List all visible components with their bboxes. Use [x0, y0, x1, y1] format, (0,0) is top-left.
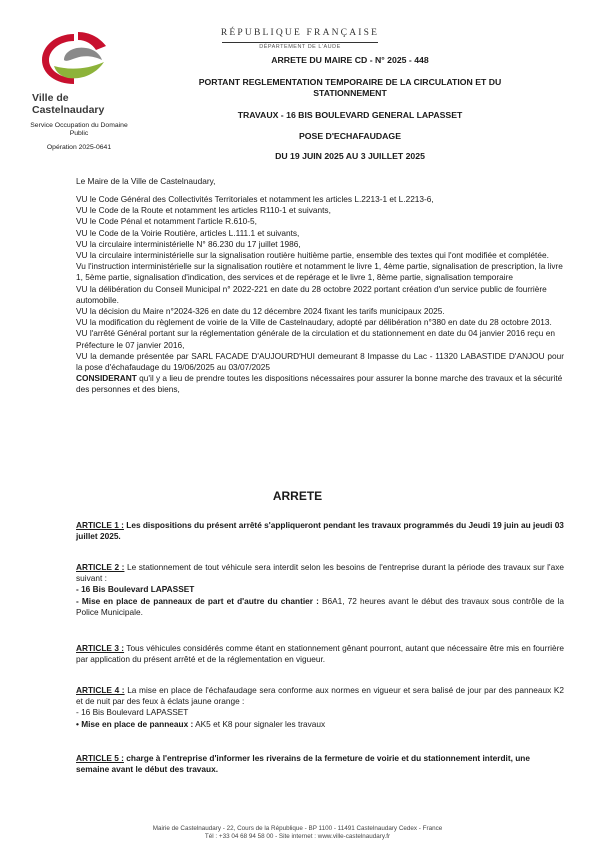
- footer: [0, 825, 595, 841]
- footer-contact: Tél : +33 04 68 94 58 00 - Site internet : www.ville-castelnaudary.fr: [204, 833, 391, 840]
- article-4-label: ARTICLE 4 :: [76, 685, 125, 695]
- article-1: [76, 520, 564, 542]
- departement-label: DÉPARTEMENT DE L'AUDE: [259, 44, 341, 50]
- article-3-text: Tous véhicules considérés comme étant en stationnement gênant pourront, autant que nécessaire être mis en fourrière par application du présent arrêté et de la réglementation en vigueur.: [76, 643, 564, 665]
- vu-item: VU la délibération du Conseil Municipal n° 2022-221 en date du 28 octobre 2022 portant création d'un service public de fourrière automobile.: [76, 283, 547, 305]
- article-2-text: Le stationnement de tout véhicule sera interdit selon les besoins de l'entreprise durant la période des travaux sur l'axe suivant :: [76, 562, 564, 584]
- footer-address: Mairie de Castelnaudary - 22, Cours de la République - BP 1100 - 11491 Castelnaudary Cedex - France: [152, 825, 443, 832]
- vu-item: Vu l'instruction interministérielle sur la signalisation routière et notamment le livre 1, 4ème partie, signalisation de prescription, la livre 1, 5ème partie, signalisation d'indication, des services et de repérage et le livre 1, 8ème partie, signalisation temporaire: [76, 261, 563, 283]
- operation-number: Opération 2025-0641: [46, 144, 112, 151]
- arrete-number: ARRETE DU MAIRE CD - N° 2025 - 448: [271, 55, 429, 65]
- article-3: [76, 643, 564, 665]
- article-4-axis: - 16 Bis Boulevard LAPASSET: [76, 707, 189, 718]
- republique-francaise: RÉPUBLIQUE FRANÇAISE: [220, 28, 380, 38]
- article-1-label: ARTICLE 1 :: [76, 520, 124, 530]
- vu-item: VU l'arrêté Général portant sur la réglementation générale de la circulation et du stationnement en date du 04 janvier 2016 reçu en Préfecture le 07 janvier 2016,: [76, 328, 555, 350]
- considerant-text: qu'il y a lieu de prendre toutes les dispositions nécessaires pour assurer la bonne marche des travaux et la sécurité des personnes et des biens,: [76, 373, 563, 395]
- article-2-panels-text: B6A1, 72 heures avant le début des travaux sous contrôle de la Police Municipale.: [76, 595, 564, 617]
- vu-item: VU le Code Pénal et notamment l'article R.610-5,: [76, 216, 257, 227]
- vu-item: VU la demande présentée par SARL FACADE D'AUJOURD'HUI demeurant 8 Impasse du Lac - 11320 LABASTIDE D'ANJOU pour la pose d'échafaudage du 19/06/2025 au 03/07/2025: [76, 350, 564, 373]
- article-2-axis: - 16 Bis Boulevard LAPASSET: [76, 584, 195, 595]
- service-label: Service Occupation du Domaine Public: [30, 122, 128, 137]
- arrete-subject: PORTANT REGLEMENTATION TEMPORAIRE DE LA CIRCULATION ET DU STATIONNEMENT: [198, 77, 502, 98]
- republique-rule: [222, 42, 378, 43]
- vu-item: VU la circulaire interministérielle sur la signalisation routière huitième partie, ensemble des textes qui l'ont modifiée et complétée.: [76, 250, 549, 261]
- vu-item: VU la circulaire interministérielle N° 86.230 du 17 juillet 1986,: [76, 238, 301, 249]
- vu-item: VU le Code Général des Collectivités Territoriales et notamment les articles L.2213-1 et L.2213-6,: [76, 194, 434, 204]
- considerant-label: CONSIDERANT: [76, 373, 137, 384]
- article-4: [76, 685, 564, 730]
- maire-line: Le Maire de la Ville de Castelnaudary,: [76, 176, 216, 186]
- vu-item: VU le Code de la Route et notamment les articles R110-1 et suivants,: [76, 205, 331, 216]
- vu-item: VU la modification du règlement de voirie de la Ville de Castelnaudary, adopté par délibération n°380 en date du 28 octobre 2013.: [76, 317, 552, 328]
- article-4-text: La mise en place de l'échafaudage sera conforme aux normes en vigueur et sera balisé de jour par des panneaux K2 et de nuit par des feux à éclats jaune orange :: [76, 685, 564, 707]
- article-2: [76, 562, 564, 618]
- article-2-panels-label: - Mise en place de panneaux de part et d'autre du chantier :: [76, 595, 319, 606]
- travaux-location: TRAVAUX - 16 BIS BOULEVARD GENERAL LAPASSET: [237, 110, 463, 120]
- article-3-label: ARTICLE 3 :: [76, 643, 125, 653]
- city-logo-icon: [34, 28, 114, 90]
- date-range: DU 19 JUIN 2025 AU 3 JUILLET 2025: [275, 151, 425, 161]
- article-1-text: Les dispositions du présent arrêté s'appliqueront pendant les travaux programmés du Jeudi 19 juin au jeudi 03 juillet 2025.: [76, 520, 564, 542]
- article-5-label: ARTICLE 5 :: [76, 753, 124, 763]
- article-5-text: charge à l'entreprise d'informer les riverains de la fermeture de voirie et du stationnement interdit, une semaine avant le début des travaux.: [76, 753, 530, 775]
- pose-echafaudage: POSE D'ECHAFAUDAGE: [299, 131, 401, 141]
- article-2-label: ARTICLE 2 :: [76, 562, 125, 572]
- town-name: Ville de Castelnaudary: [32, 92, 105, 116]
- arrete-title: ARRETE: [272, 489, 323, 503]
- article-4-panels-label: • Mise en place de panneaux :: [76, 718, 194, 729]
- logo-block: [30, 28, 140, 151]
- vu-item: VU la décision du Maire n°2024-326 en date du 12 décembre 2024 fixant les tarifs municipaux 2025.: [76, 306, 445, 317]
- vu-list: [76, 194, 564, 396]
- considerant: [76, 373, 564, 395]
- article-5: [76, 753, 564, 775]
- article-4-panels-text: AK5 et K8 pour signaler les travaux: [193, 718, 326, 729]
- vu-item: VU le Code de la Voirie Routière, articles L.111.1 et suivants,: [76, 227, 300, 238]
